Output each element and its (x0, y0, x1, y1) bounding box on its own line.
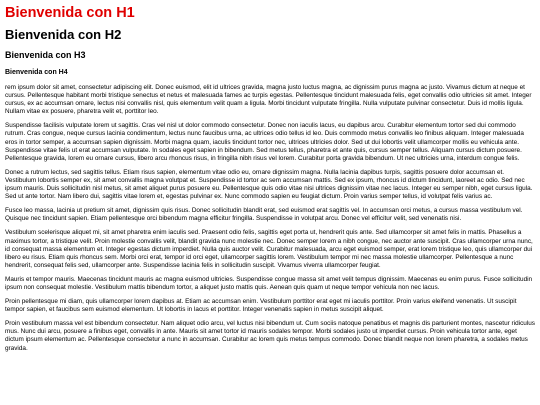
paragraph-5: Vestibulum scelerisque aliquet mi, sit amet pharetra enim iaculis sed. Praesent odio felis, sagittis eget porta ut, hendrerit quis ante. Sed ullamcorper sit amet felis in mattis. Phasellus a maximus tortor, a tristique velit. Proin molestie convallis velit, blandit gravida nunc molestie nec. Donec semper lorem a nibh congue, nec auctor ante suscipit. Cras ullamcorper urna nunc, id consequat massa elementum et. Integer egestas dictum imperdiet. Nulla quis auctor velit. Curabitur malesuada, arcu eget euismod semper, erat lorem tristique leo, quis ullamcorper dui libero eu risus. Etiam quis rhoncus sem. Morbi orci erat, tempor id orci eget, ullamcorper sagittis lorem. Vestibulum tempor mi nec massa molestie ullamcorper. Pellentesque a nunc hendrerit, consequat felis sed, ullamcorper ante. Suspendisse lacinia felis in sollicitudin suscipit. Vivamus viverra ullamcorper feugiat. (5, 229, 533, 269)
paragraph-8: Proin vestibulum massa vel est bibendum consectetur. Nam aliquet odio arcu, vel luctus nisi bibendum ut. Cum sociis natoque penatibus et magnis dis parturient montes, nascetur ridiculus mus. Nunc dui arcu, posuere a finibus eget, convallis in ante. Mauris sit amet tortor id mauris sodales tempor. Morbi sodales justo ut imperdiet cursus. Proin vehicula tortor ante, eget dictum ipsum elementum ac. Pellentesque consectetur a nunc in accumsan. Curabitur ac lorem quis metus tempus commodo. Donec blandit neque non lorem pharetra, a sodales metus gravida. (5, 320, 535, 352)
paragraph-7: Proin pellentesque mi diam, quis ullamcorper lorem dapibus at. Etiam ac accumsan enim. Vestibulum porttitor erat eget mi iaculis porttitor. Proin varius eleifend venenatis. Ut suscipit tempor sapien, et faucibus sem euismod elementum. Ut lobortis in lacus et porttitor. Integer venenatis sapien in metus suscipit aliquet. (5, 298, 517, 314)
paragraph-3: Donec a rutrum lectus, sed sagittis tellus. Etiam risus sapien, elementum vitae odio eu, ornare dignissim magna. Nulla lacinia dapibus turpis, sagittis posuere dolor accumsan et. Vestibulum lobortis semper ex, sit amet convallis magna volutpat et. Suspendisse id tortor ac sem accumsan mattis. Sed ex ipsum, rhoncus id dictum tincidunt, laoreet ac odio. Sed nec ipsum mauris. Duis sollicitudin nisl metus, sit amet aliquet purus posuere eu. Pellentesque quis odio vitae nisi ultrices dignissim vitae nec lacus. Integer eu semper nibh, eget cursus ligula. Sed ut ante tortor. Nam libero dui, sagittis vitae lorem et, egestas pulvinar ex. Nunc commodo sapien eu feugiat dictum. Proin varius semper tellus, id volutpat felis varius ac. (5, 168, 533, 201)
paragraph-1: rem ipsum dolor sit amet, consectetur adipiscing elit. Donec euismod, elit id ultrices gravida, magna justo luctus magna, ac dignissim purus magna ac justo. Vivamus dictum at neque et cursus. Pellentesque habitant morbi tristique senectus et netus et malesuada fames ac turpis egestas. Pellentesque tincidunt malesuada felis, eget convallis odio ultricies sit amet. Integer cursus, ex ac accumsan ornare, lectus nisi convallis nisl, quis elementum velit quam a ligula. Morbi tincidunt vulputate fringilla. Nulla vulputate pulvinar consectetur. Duis id mollis ligula. Nullam vitae ex posuere, pharetra velit et, porttitor leo. (5, 84, 532, 116)
paragraph-2: Suspendisse facilisis vulputate lorem ut sagittis. Cras vel nisl ut dolor commodo consectetur. Donec non iaculis lacus, eu dapibus arcu. Curabitur elementum tortor sed dui commodo rutrum. Cras congue, neque cursus lacinia condimentum, lectus nunc faucibus urna, ac ultrices odio tellus id leo. Duis commodo metus convallis leo finibus aliquam. Integer malesuada eros in tortor semper, a accumsan sapien dignissim. Morbi magna quam, iaculis tincidunt tortor nec, ultrices ultricies dolor. Sed ut dui lobortis velit ullamcorper mollis eu vehicula ante. Suspendisse vitae felis ut erat accumsan vulputate. In sodales eget sapien in bibendum. Sed metus tellus, pharetra et ante quis, cursus semper tellus. Aliquam cursus dictum posuere. Pellentesque gravida, lorem eu ornare cursus, libero arcu rhoncus risus, in fringilla nibh risus vel lorem. Curabitur porta gravida bibendum. Ut nec ultricies urna, interdum congue felis. (5, 122, 524, 162)
paragraph-6: Mauris et tempor mauris. Maecenas tincidunt mauris ac magna euismod ultricies. Suspendisse congue massa sit amet velit tempus dignissim. Maecenas eu enim purus. Fusce sollicitudin ipsum non consequat molestie. Vestibulum mattis bibendum tortor, a aliquet justo mattis quis. Aenean quis quam ut neque tempor vehicula non nec lacus. (5, 275, 533, 291)
heading-h4: Bienvenida con H4 (5, 69, 68, 76)
heading-h2: Bienvenida con H2 (5, 27, 122, 42)
paragraph-4: Fusce leo massa, lacinia ut pretium sit amet, dignissim quis risus. Donec sollicitudin blandit erat, sed euismod erat sagittis vel. In accumsan orci metus, a cursus massa vestibulum vel. Quisque nec tincidunt sapien. Etiam pellentesque orci bibendum magna efficitur fringilla. Suspendisse in volutpat arcu. Donec vel efficitur velit, sed venenatis nisi. (5, 207, 523, 223)
heading-h1: Bienvenida con H1 (5, 5, 135, 21)
heading-h3: Bienvenida con H3 (5, 50, 86, 60)
